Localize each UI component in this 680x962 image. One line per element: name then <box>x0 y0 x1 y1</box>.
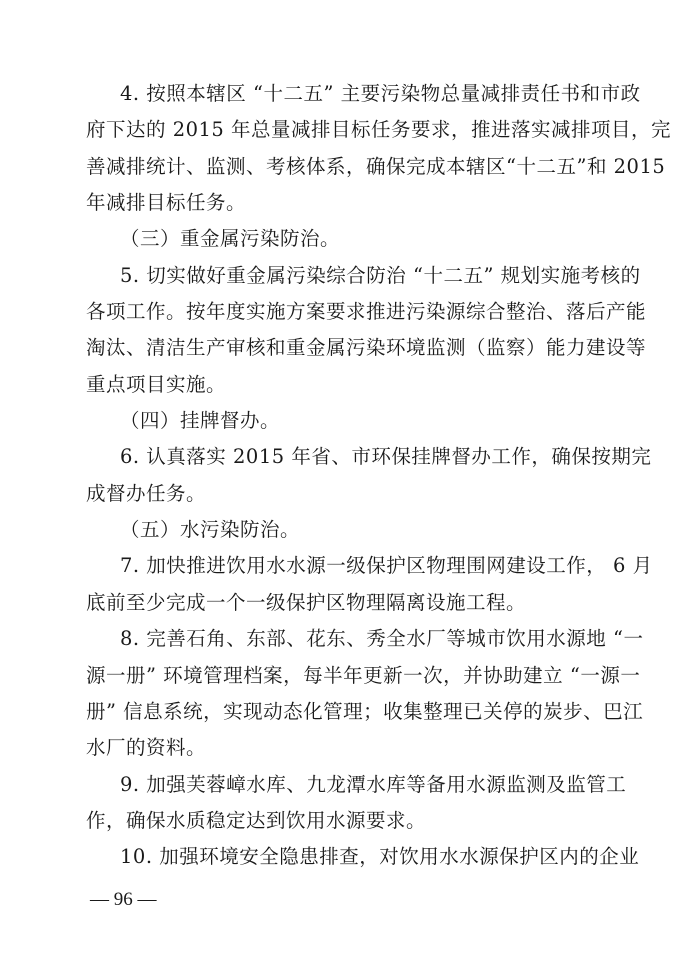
paragraph-item-7-line-1: 7. 加快推进饮用水水源一级保护区物理围网建设工作， 6 月 <box>120 554 653 578</box>
paragraph-item-10-line-1: 10. 加强环境安全隐患排查，对饮用水水源保护区内的企业 <box>120 845 640 869</box>
paragraph-item-5-line-1: 5. 切实做好重金属污染综合防治 “十二五” 规划实施考核的 <box>120 263 641 287</box>
paragraph-item-9-line-2: 作，确保水质稳定达到饮用水源要求。 <box>86 808 427 832</box>
paragraph-item-5-line-4: 重点项目实施。 <box>86 372 227 396</box>
section-heading-3: （三）重金属污染防治。 <box>120 227 341 251</box>
paragraph-item-5-line-2: 各项工作。按年度实施方案要求推进污染源综合整治、落后产能 <box>86 300 647 324</box>
page-number: — 96 — <box>90 889 157 910</box>
paragraph-item-4-line-3: 善减排统计、监测、考核体系，确保完成本辖区“十二五”和 2015 <box>86 154 666 178</box>
paragraph-item-5-line-3: 淘汰、清洁生产审核和重金属污染环境监测（监察）能力建设等 <box>86 336 647 360</box>
section-heading-5: （五）水污染防治。 <box>120 518 301 542</box>
paragraph-item-8-line-2: 源一册” 环境管理档案，每半年更新一次，并协助建立 “一源一 <box>86 663 641 687</box>
paragraph-item-4-line-4: 年减排目标任务。 <box>86 191 247 215</box>
paragraph-item-8-line-1: 8. 完善石角、东部、花东、秀全水厂等城市饮用水源地 “一 <box>120 627 644 651</box>
paragraph-item-4-line-1: 4. 按照本辖区 “十二五” 主要污染物总量减排责任书和市政 <box>120 82 641 105</box>
paragraph-item-7-line-2: 底前至少完成一个一级保护区物理隔离设施工程。 <box>86 590 527 614</box>
document-body <box>86 76 672 876</box>
paragraph-item-6-line-1: 6. 认真落实 2015 年省、市环保挂牌督办工作，确保按期完 <box>120 445 652 469</box>
paragraph-item-8-line-4: 水厂的资料。 <box>86 736 207 760</box>
paragraph-item-4-line-2: 府下达的 2015 年总量减排目标任务要求，推进落实减排项目，完 <box>86 118 672 142</box>
paragraph-item-9-line-1: 9. 加强芙蓉嶂水库、九龙潭水库等备用水源监测及监管工 <box>120 772 627 796</box>
paragraph-item-6-line-2: 成督办任务。 <box>86 481 207 505</box>
section-heading-4: （四）挂牌督办。 <box>120 409 281 433</box>
paragraph-item-8-line-3: 册” 信息系统，实现动态化管理；收集整理已关停的炭步、巴江 <box>86 699 644 723</box>
